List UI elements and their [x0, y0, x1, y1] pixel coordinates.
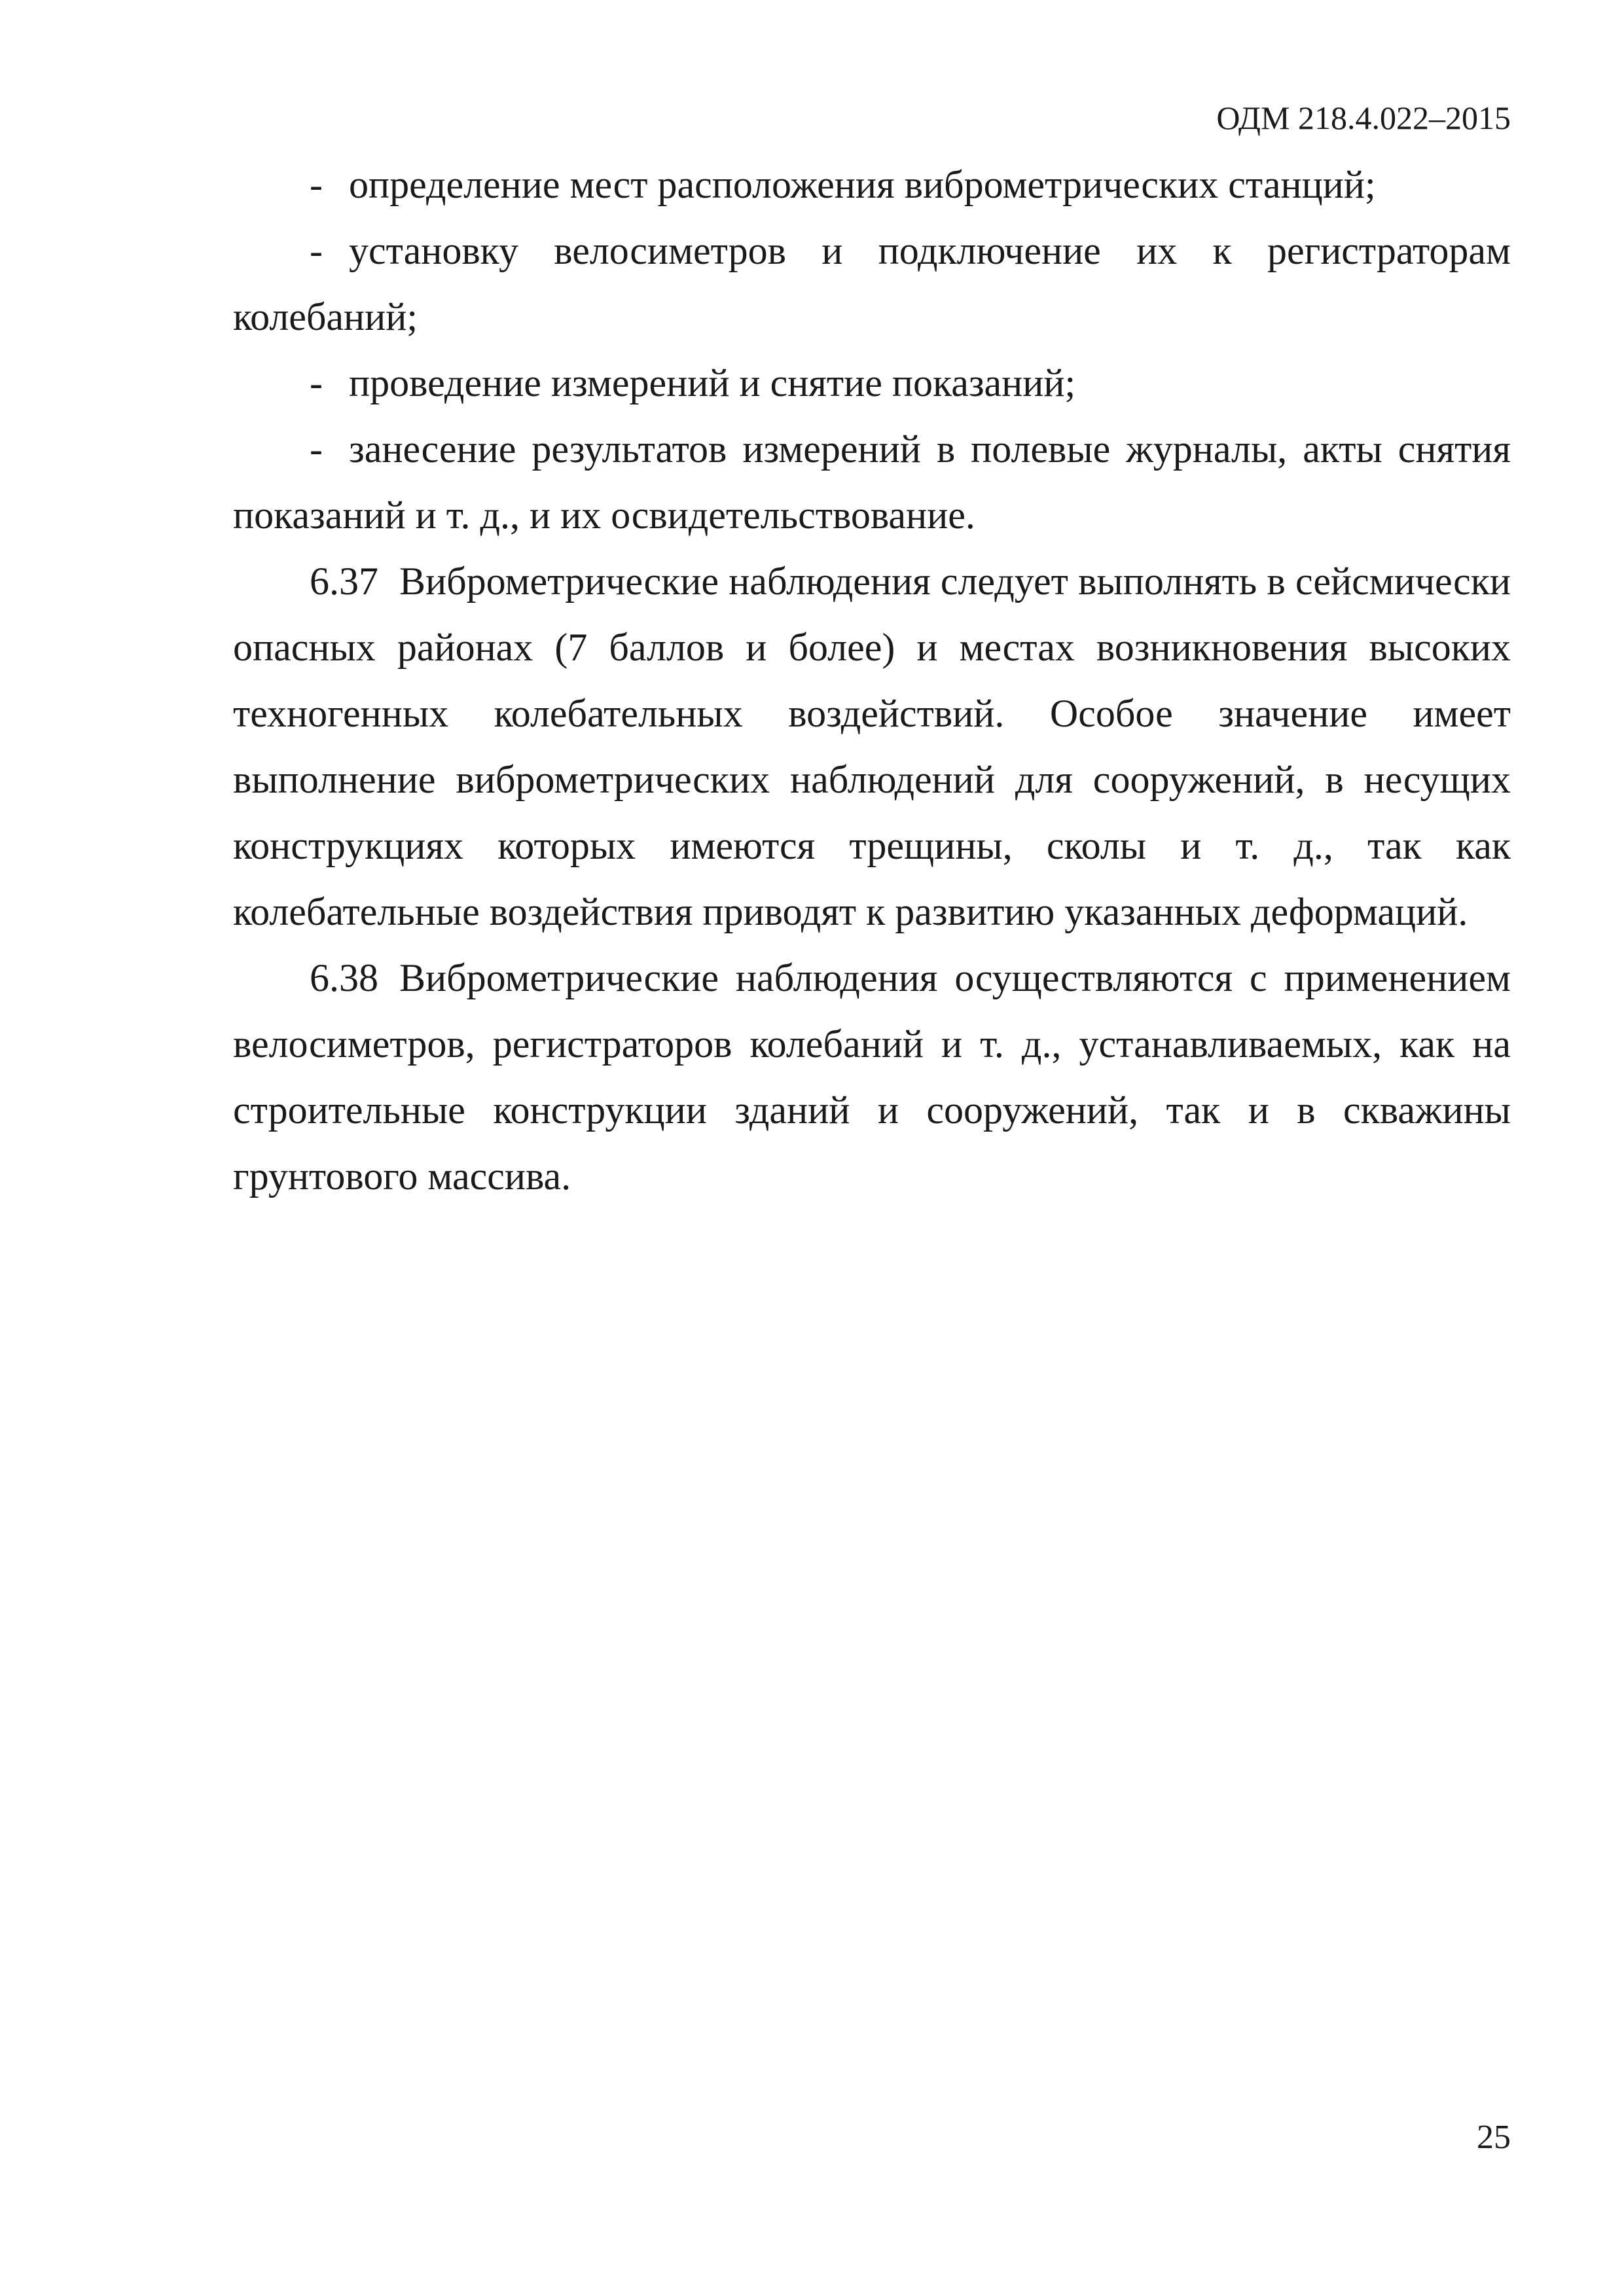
section-text: Виброметрические наблюдения осуществляются с применением велосиметров, регистраторов колебаний и т. д., устанавливаемых, как на строительные конструкции зданий и сооружений, так и в скважины грунтового массива.	[233, 956, 1511, 1198]
section-number: 6.38	[310, 956, 378, 999]
list-marker: -	[310, 427, 323, 471]
section-paragraph	[233, 548, 1511, 945]
list-marker: -	[310, 361, 323, 404]
list-item	[233, 350, 1511, 416]
list-marker: -	[310, 163, 323, 206]
list-item	[233, 152, 1511, 218]
list-item	[233, 416, 1511, 548]
section-text: Виброметрические наблюдения следует выполнять в сейсмически опасных районах (7 баллов и более) и местах возникновения высоких техногенных колебательных воздействий. Особое значение имеет выполнение виброметрических наблюдений для сооружений, в несущих конструкциях которых имеются трещины, сколы и т. д., так как колебательные воздействия приводят к развитию указанных деформаций.	[233, 560, 1511, 933]
section-paragraph	[233, 945, 1511, 1210]
list-item-text: установку велосиметров и подключение их к регистраторам колебаний;	[233, 229, 1511, 338]
list-marker: -	[310, 229, 323, 272]
list-item-text: проведение измерений и снятие показаний;	[349, 361, 1076, 404]
document-body	[233, 152, 1511, 1210]
list-item	[233, 218, 1511, 350]
list-item-text: определение мест расположения виброметрических станций;	[349, 163, 1376, 206]
section-number: 6.37	[310, 560, 378, 603]
document-code: ОДМ 218.4.022–2015	[1216, 99, 1511, 136]
page-number: 25	[1477, 2119, 1511, 2156]
list-item-text: занесение результатов измерений в полевые журналы, акты снятия показаний и т. д., и их освидетельствование.	[233, 427, 1511, 537]
